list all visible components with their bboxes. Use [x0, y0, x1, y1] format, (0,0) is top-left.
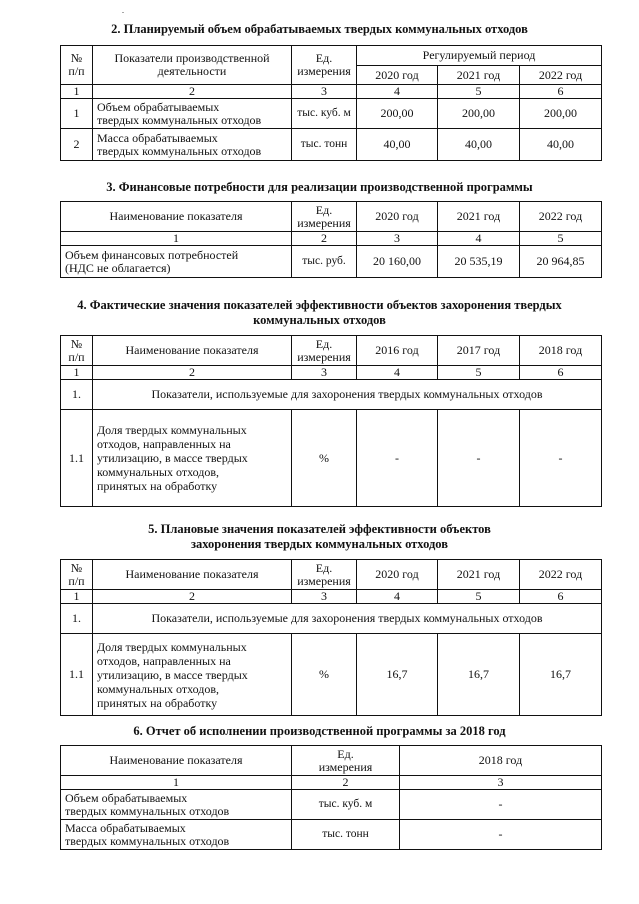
row-value: 200,00 [520, 99, 602, 129]
header-year: 2018 год [520, 336, 602, 366]
index-cell: 3 [292, 85, 357, 99]
row-value: - [357, 410, 438, 507]
row-unit: тыс. куб. м [292, 99, 357, 129]
table-row [61, 129, 602, 161]
row-value: - [400, 820, 602, 850]
section-4-title: 4. Фактические значения показателей эффективности объектов захоронения твердых коммунальных отходов [77, 298, 562, 327]
row-unit: тыс. тонн [292, 129, 357, 161]
row-unit: % [292, 410, 357, 507]
row-unit: тыс. тонн [292, 820, 400, 850]
table-row [61, 634, 602, 716]
section-4-table [60, 335, 602, 507]
index-cell: 6 [520, 590, 602, 604]
row-value: 20 964,85 [520, 246, 602, 278]
index-cell: 1 [61, 232, 292, 246]
row-value: - [438, 410, 520, 507]
table-row [61, 410, 602, 507]
row-name: Объем финансовых потребностей (НДС не облагается) [61, 246, 292, 278]
row-value: 20 535,19 [438, 246, 520, 278]
header-unit: Ед. измерения [292, 746, 400, 776]
table-row [61, 790, 602, 820]
row-value: - [520, 410, 602, 507]
header-unit: Ед. измерения [292, 46, 357, 85]
row-value: 200,00 [357, 99, 438, 129]
row-name: Масса обрабатываемых твердых коммунальных отходов [61, 820, 292, 850]
index-cell: 1 [61, 776, 292, 790]
table-row [61, 820, 602, 850]
scan-dot: . [122, 6, 124, 15]
section-3-title: 3. Финансовые потребности для реализации производственной программы [106, 180, 533, 194]
row-name: Доля твердых коммунальных отходов, направленных на утилизацию, в массе твердых коммунальных отходов, принятых на обработку [93, 634, 292, 716]
section-5-title: 5. Плановые значения показателей эффективности объектов захоронения твердых коммунальных отходов [148, 522, 491, 551]
index-cell: 4 [438, 232, 520, 246]
index-cell: 4 [357, 590, 438, 604]
row-num: 1 [61, 99, 93, 129]
section-2-table [60, 45, 602, 161]
index-cell: 1 [61, 590, 93, 604]
table-row [61, 99, 602, 129]
section-6-table [60, 745, 602, 850]
header-year: 2017 год [438, 336, 520, 366]
group-num: 1. [61, 604, 93, 634]
index-cell: 2 [292, 776, 400, 790]
row-name: Масса обрабатываемых твердых коммунальных отходов [93, 129, 292, 161]
section-2-title: 2. Планируемый объем обрабатываемых твердых коммунальных отходов [111, 22, 528, 36]
index-cell: 6 [520, 366, 602, 380]
group-label: Показатели, используемые для захоронения твердых коммунальных отходов [93, 380, 602, 410]
row-num: 2 [61, 129, 93, 161]
row-value: 200,00 [438, 99, 520, 129]
header-name: Наименование показателя [93, 336, 292, 366]
row-value: 16,7 [520, 634, 602, 716]
header-name: Наименование показателя [61, 202, 292, 232]
index-cell: 1 [61, 366, 93, 380]
row-value: 40,00 [520, 129, 602, 161]
row-value: 40,00 [357, 129, 438, 161]
row-num: 1.1 [61, 410, 93, 507]
header-unit: Ед. измерения [292, 202, 357, 232]
index-cell: 3 [400, 776, 602, 790]
index-cell: 5 [438, 366, 520, 380]
index-cell: 1 [61, 85, 93, 99]
header-num: № п/п [61, 336, 93, 366]
section-3-table [60, 201, 602, 278]
header-year: 2022 год [520, 66, 602, 85]
header-year: 2022 год [520, 202, 602, 232]
index-cell: 2 [93, 85, 292, 99]
index-cell: 5 [520, 232, 602, 246]
index-cell: 2 [292, 232, 357, 246]
row-value: 16,7 [438, 634, 520, 716]
row-name: Объем обрабатываемых твердых коммунальных отходов [93, 99, 292, 129]
header-year: 2018 год [400, 746, 602, 776]
row-unit: % [292, 634, 357, 716]
header-unit: Ед. измерения [292, 560, 357, 590]
section-5-table [60, 559, 602, 716]
row-num: 1.1 [61, 634, 93, 716]
header-period: Регулируемый период [357, 46, 602, 66]
row-name: Доля твердых коммунальных отходов, направленных на утилизацию, в массе твердых коммунальных отходов, принятых на обработку [93, 410, 292, 507]
row-value: 40,00 [438, 129, 520, 161]
index-cell: 4 [357, 366, 438, 380]
row-name: Объем обрабатываемых твердых коммунальных отходов [61, 790, 292, 820]
header-year: 2022 год [520, 560, 602, 590]
header-name: Наименование показателя [61, 746, 292, 776]
row-unit: тыс. руб. [292, 246, 357, 278]
header-name: Наименование показателя [93, 560, 292, 590]
index-cell: 4 [357, 85, 438, 99]
header-year: 2020 год [357, 202, 438, 232]
row-value: 16,7 [357, 634, 438, 716]
header-year: 2021 год [438, 202, 520, 232]
row-unit: тыс. куб. м [292, 790, 400, 820]
index-cell: 5 [438, 590, 520, 604]
header-year: 2020 год [357, 560, 438, 590]
section-6-title: 6. Отчет об исполнении производственной программы за 2018 год [133, 724, 506, 738]
header-name: Показатели производственной деятельности [93, 46, 292, 85]
header-num: № п/п [61, 560, 93, 590]
group-label: Показатели, используемые для захоронения твердых коммунальных отходов [93, 604, 602, 634]
table-row [61, 246, 602, 278]
row-value: 20 160,00 [357, 246, 438, 278]
header-num: № п/п [61, 46, 93, 85]
index-cell: 2 [93, 590, 292, 604]
header-year: 2021 год [438, 66, 520, 85]
index-cell: 6 [520, 85, 602, 99]
index-cell: 3 [357, 232, 438, 246]
index-cell: 5 [438, 85, 520, 99]
group-num: 1. [61, 380, 93, 410]
header-year: 2016 год [357, 336, 438, 366]
index-cell: 2 [93, 366, 292, 380]
header-year: 2020 год [357, 66, 438, 85]
index-cell: 3 [292, 366, 357, 380]
header-year: 2021 год [438, 560, 520, 590]
index-cell: 3 [292, 590, 357, 604]
row-value: - [400, 790, 602, 820]
header-unit: Ед. измерения [292, 336, 357, 366]
